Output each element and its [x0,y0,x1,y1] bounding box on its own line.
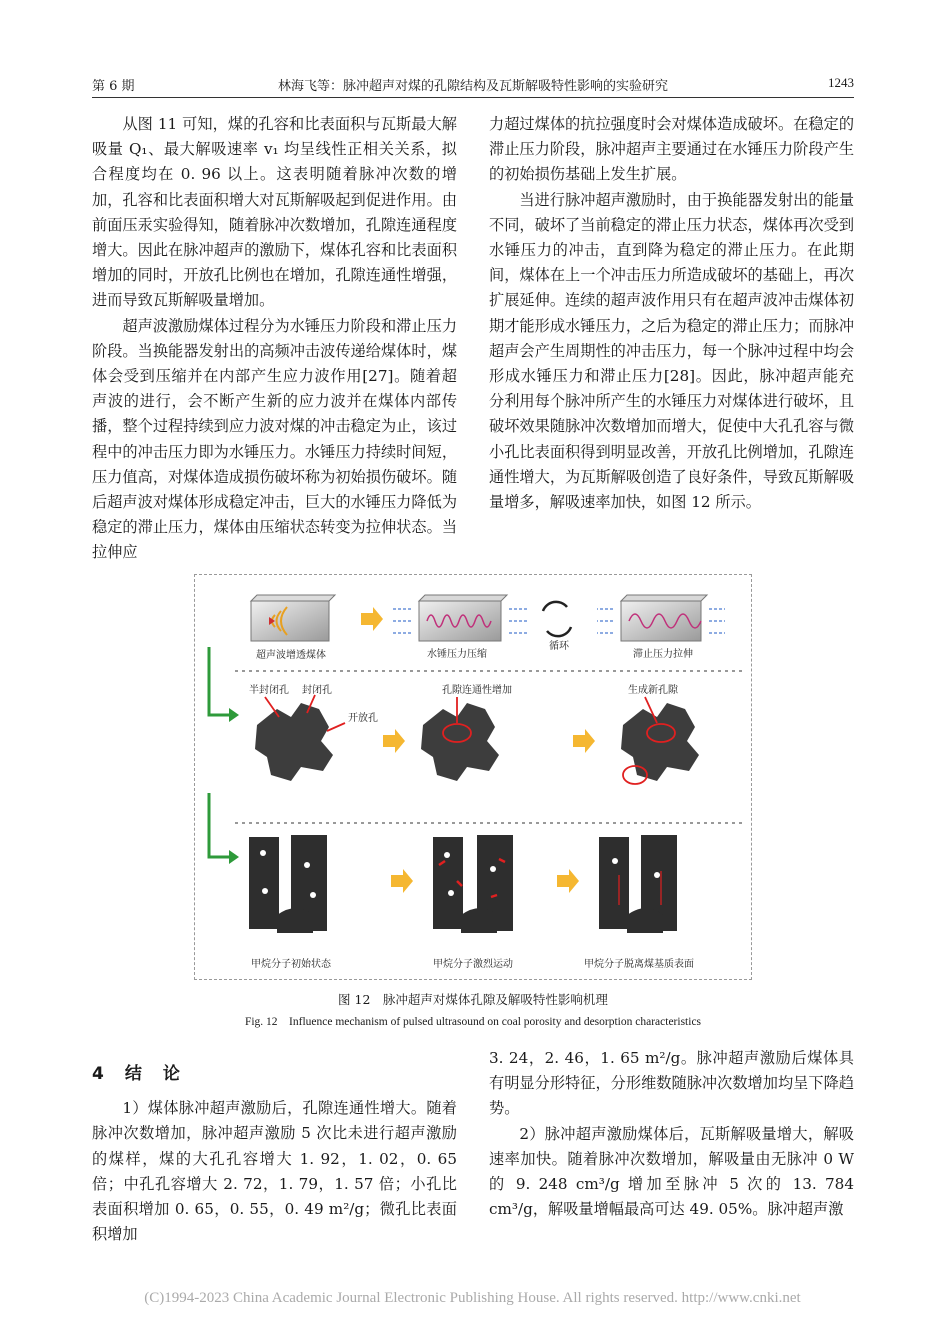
figure-caption-en: Fig. 12 Influence mechanism of pulsed ultrasound on coal porosity and desorption characteristics [244,1016,702,1028]
left-column-bottom [92,1062,457,1247]
paragraph: 1）煤体脉冲超声激励后，孔隙连通性增大。随着脉冲次数增加，脉冲超声激励 5 次比未进行超声激励的煤样，煤的大孔孔容增大 1. 92，1. 02，0. 65 倍；中孔孔容增大 2. 72，1. 79，1. 57 倍；小孔比表面积增加 0. 65，0. 55，0. 49 m²/g；微孔比表面积增加 [92,1099,457,1244]
yellow-arrow [391,869,413,893]
paragraph: 力超过煤体的抗拉强度时会对煤体造成破坏。在稳定的滞止压力阶段，脉冲超声主要通过在水锤压力阶段产生的初始损伤基础上发生扩展。 [489,115,854,184]
stagnation-box [597,595,725,641]
left-column-top [92,112,457,566]
green-arrowhead [229,850,239,864]
page-number: 1243 [828,75,854,90]
green-step-arrow [209,647,229,857]
coal-block [249,835,327,933]
coal-block [599,835,677,933]
figure-caption-cn: 图 12 脉冲超声对煤体孔隙及解吸特性影响机理 [338,992,608,1007]
label-closed-pore: 封闭孔 [302,685,332,696]
label-water-hammer: 水锤压力压缩 [427,649,487,660]
running-title: 林海飞等：脉冲超声对煤的孔隙结构及瓦斯解吸特性影响的实验研究 [277,79,668,94]
yellow-arrow [383,729,405,753]
header-rule [92,97,854,98]
label-methane-detach: 甲烷分子脱离煤基质表面 [584,959,694,970]
coal-pore-shape [255,703,333,781]
running-header [92,72,854,94]
yellow-arrow [361,607,383,631]
paragraph: 从图 11 可知，煤的孔容和比表面积与瓦斯最大解吸量 Q₁、最大解吸速率 v₁ 均呈线性正相关关系，拟合程度均在 0. 96 以上。这表明随着脉冲次数的增加，孔容和比表面积增大对瓦斯解吸起到促进作用。由前面压汞实验得知，随着脉冲次数增加，孔隙连通程度增大。因此在脉冲超声的激励下，煤体孔容和比表面积增加的同时，开放孔比例也在增加，孔隙连通性增强，进而导致瓦斯解吸量增加。 [92,115,457,310]
yellow-arrow [573,729,595,753]
yellow-arrow [557,869,579,893]
transducer-box [251,595,335,641]
coal-block [433,835,513,933]
label-connectivity-increase: 孔隙连通性增加 [442,685,512,696]
figure-12 [194,574,752,980]
paragraph: 3. 24，2. 46，1. 65 m²/g。脉冲超声激励后煤体具有明显分形特征，分形维数随脉冲次数增加均呈下降趋势。 [489,1049,854,1118]
label-open-pore: 开放孔 [348,713,378,724]
label-semi-closed-pore: 半封闭孔 [249,685,289,696]
label-methane-initial: 甲烷分子初始状态 [251,959,331,970]
right-column-bottom [489,1046,854,1222]
mechanism-diagram [195,575,751,979]
section-heading: 4 结 论 [92,1064,182,1084]
cycle-icon [543,602,571,636]
paragraph: 当进行脉冲超声激励时，由于换能器发射出的能量不同，破坏了当前稳定的滞止压力状态，煤体再次受到水锤压力的冲击，直到降为稳定的滞止压力。在此期间，煤体在上一个冲击压力所造成破坏的基础上，再次扩展延伸。连续的超声波作用只有在超声波冲击煤体初期才能形成水锤压力，之后为稳定的滞止压力；而脉冲超声会产生周期性的冲击压力，每一个脉冲过程中均会形成水锤压力和滞止压力[28]。因此，脉冲超声能充分利用每个脉冲所产生的水锤压力对煤体进行破坏，且破坏效果随脉冲次数增加而增大，促使中大孔孔容与微小孔比表面积得到明显改善，开放孔比例增加，孔隙连通性增大，为瓦斯解吸创造了良好条件，导致瓦斯解吸量增多，解吸速率加快，如图 12 所示。 [489,190,854,512]
label-cycle: 循环 [549,641,569,652]
paragraph: 超声波激励煤体过程分为水锤压力阶段和滞止压力阶段。当换能器发射出的高频冲击波传递给煤体时，煤体会受到压缩并在内部产生应力波作用[27]。随着超声波的进行，会不断产生新的应力波并在煤体内部传播，整个过程持续到应力波对煤的冲击稳定为止，该过程中的冲击压力即为水锤压力。水锤压力持续时间短，压力值高，对煤体造成损伤破坏称为初始损伤破坏。随后超声波对煤体形成稳定冲击，巨大的水锤压力降低为稳定的滞止压力，煤体由压缩状态转变为拉伸状态。当拉伸应 [92,316,457,562]
right-column-top [489,112,854,515]
label-ultrasonic-coal: 超声波增透煤体 [256,650,326,661]
copyright-footer: (C)1994-2023 China Academic Journal Electronic Publishing House. All rights reserved. http://www.cnki.net [144,1290,801,1306]
label-new-pores: 生成新孔隙 [628,685,678,696]
label-methane-violent: 甲烷分子激烈运动 [433,959,513,970]
green-arrowhead [229,708,239,722]
issue-number: 第 6 期 [92,79,135,94]
water-hammer-box [393,595,527,641]
label-stagnation: 滞止压力拉伸 [633,649,693,660]
paragraph: 2）脉冲超声激励煤体后，瓦斯解吸量增大，解吸速率加快。随着脉冲次数增加，解吸量由无脉冲 0 W 的 9. 248 cm³/g 增加至脉冲 5 次的 13. 784 cm³/g，解吸量增幅最高可达 49. 05%。脉冲超声激 [489,1124,854,1219]
